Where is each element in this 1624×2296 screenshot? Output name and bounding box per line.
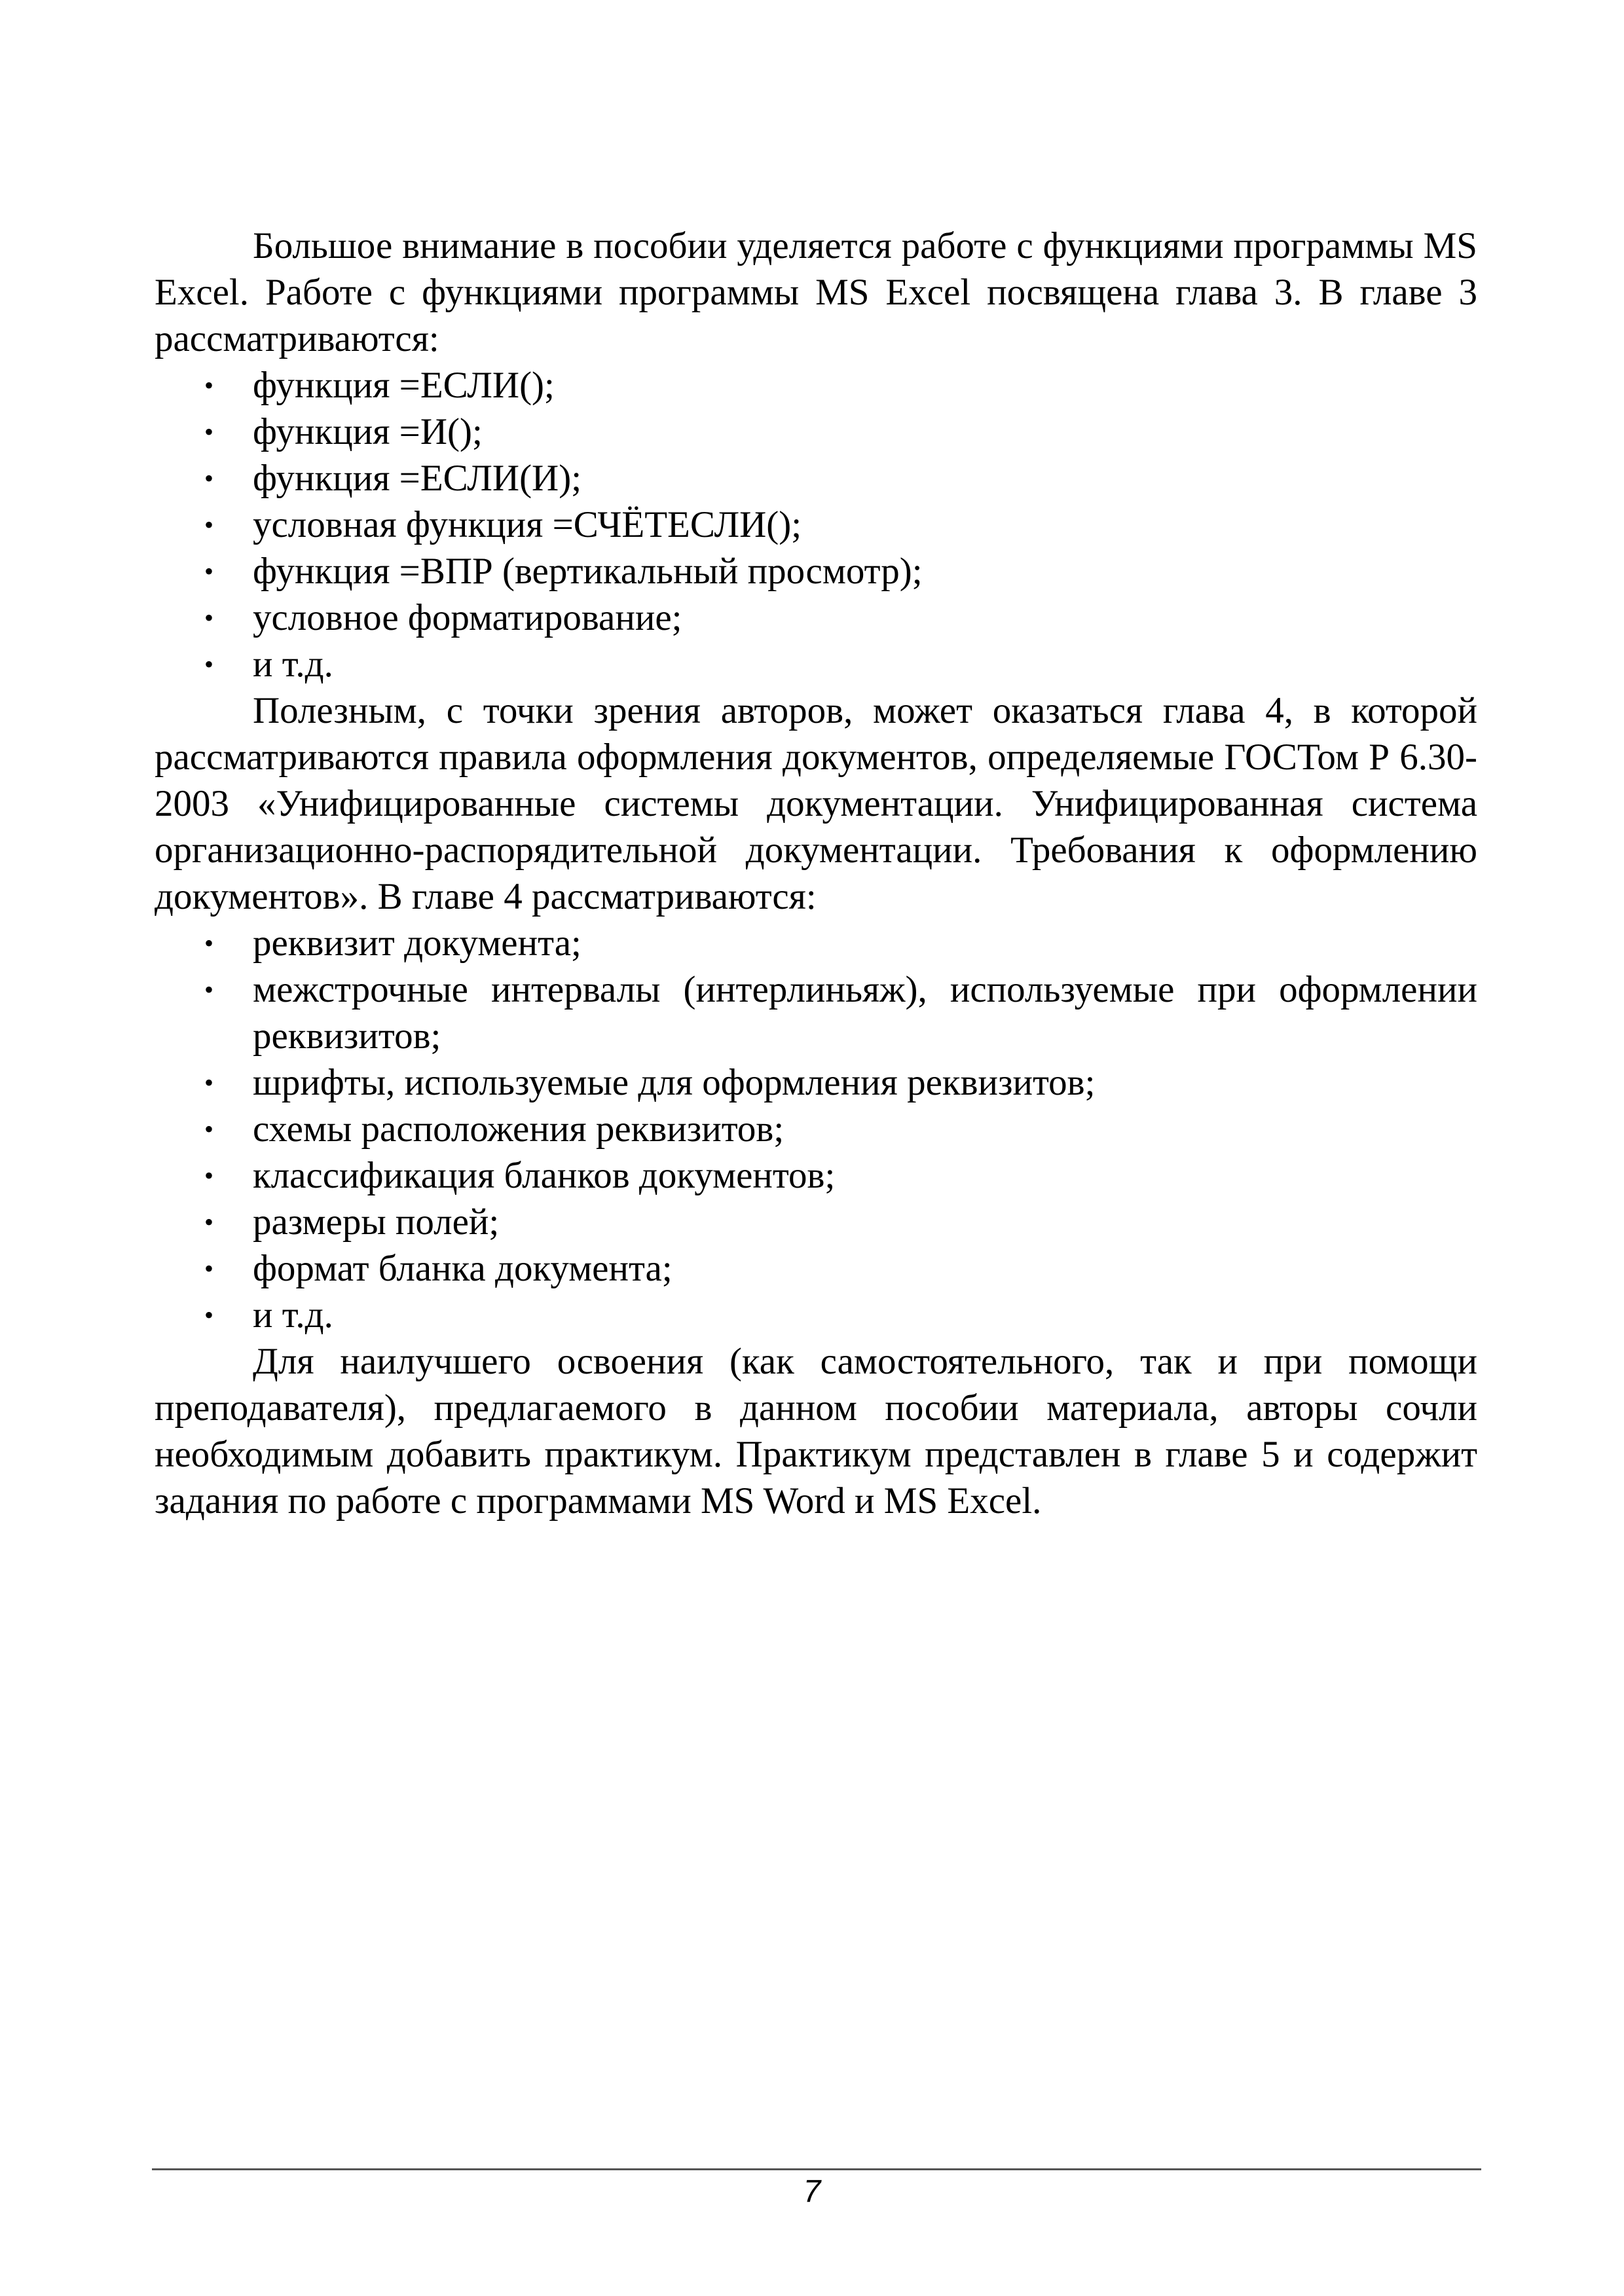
bullet-icon: •: [204, 1300, 214, 1330]
list-item-text: межстрочные интервалы (интерлиньяж), используемые при оформлении реквизитов;: [253, 969, 1477, 1057]
list-item-text: классификация бланков документов;: [253, 1155, 836, 1196]
list-item-text: формат бланка документа;: [253, 1248, 673, 1289]
list-item: [155, 1152, 1477, 1199]
list-item: [155, 409, 1477, 455]
list-item: [155, 1292, 1477, 1338]
list-item-text: условное форматирование;: [253, 597, 682, 638]
bullet-icon: •: [204, 1068, 214, 1097]
list-item-text: и т.д.: [253, 644, 333, 685]
bullet-icon: •: [204, 1254, 214, 1283]
footer-divider: [152, 2168, 1481, 2170]
list-item-text: функция =ВПР (вертикальный просмотр);: [253, 551, 923, 592]
list-item: [155, 1059, 1477, 1106]
list-item: [155, 594, 1477, 641]
list-item-text: схемы расположения реквизитов;: [253, 1108, 784, 1150]
bullet-icon: •: [204, 510, 214, 539]
bullet-icon: •: [204, 1114, 214, 1144]
list-item: [155, 455, 1477, 501]
list-item-text: и т.д.: [253, 1294, 333, 1336]
list-item: [155, 1199, 1477, 1245]
chapter-4-topics-list: [155, 920, 1477, 1338]
chapter-3-topics-list: [155, 362, 1477, 687]
bullet-icon: •: [204, 649, 214, 679]
list-item: [155, 501, 1477, 548]
list-item-text: функция =И();: [253, 411, 483, 452]
list-item-text: размеры полей;: [253, 1201, 500, 1243]
bullet-icon: •: [204, 928, 214, 958]
list-item-text: функция =ЕСЛИ(И);: [253, 458, 582, 499]
list-item: [155, 641, 1477, 687]
bullet-icon: •: [204, 1161, 214, 1190]
list-item: [155, 548, 1477, 594]
paragraph-intro-chapter-3: Большое внимание в пособии уделяется работе с функциями программы MS Excel. Работе с функциями программы MS Excel посвящена глава 3. В главе 3 рассматриваются:: [155, 225, 1477, 359]
list-item: [155, 920, 1477, 966]
list-item: [155, 1245, 1477, 1292]
paragraph-intro-chapter-4: Полезным, с точки зрения авторов, может оказаться глава 4, в которой рассматриваются правила оформления документов, определяемые ГОСТом Р 6.30-2003 «Унифицированные системы документации. Унифицированная система организационно-распорядительной документации. Требования к оформлению документов». В главе 4 рассматриваются:: [155, 690, 1477, 917]
body-text: [155, 223, 1477, 1524]
paragraph-practicum-chapter-5: Для наилучшего освоения (как самостоятельного, так и при помощи преподавателя), предлагаемого в данном пособии материала, авторы сочли необходимым добавить практикум. Практикум представлен в главе 5 и содержит задания по работе с программами MS Word и MS Excel.: [155, 1341, 1477, 1522]
bullet-icon: •: [204, 556, 214, 586]
list-item: [155, 362, 1477, 409]
list-item: [155, 1106, 1477, 1152]
list-item-text: шрифты, используемые для оформления реквизитов;: [253, 1062, 1096, 1103]
bullet-icon: •: [204, 371, 214, 400]
page-number: 7: [803, 2174, 821, 2209]
bullet-icon: •: [204, 975, 214, 1004]
bullet-icon: •: [204, 417, 214, 446]
bullet-icon: •: [204, 1207, 214, 1237]
list-item-text: реквизит документа;: [253, 922, 581, 964]
bullet-icon: •: [204, 603, 214, 632]
bullet-icon: •: [204, 464, 214, 493]
list-item-text: условная функция =СЧЁТЕСЛИ();: [253, 504, 802, 545]
list-item-text: функция =ЕСЛИ();: [253, 365, 555, 406]
list-item: [155, 966, 1477, 1059]
